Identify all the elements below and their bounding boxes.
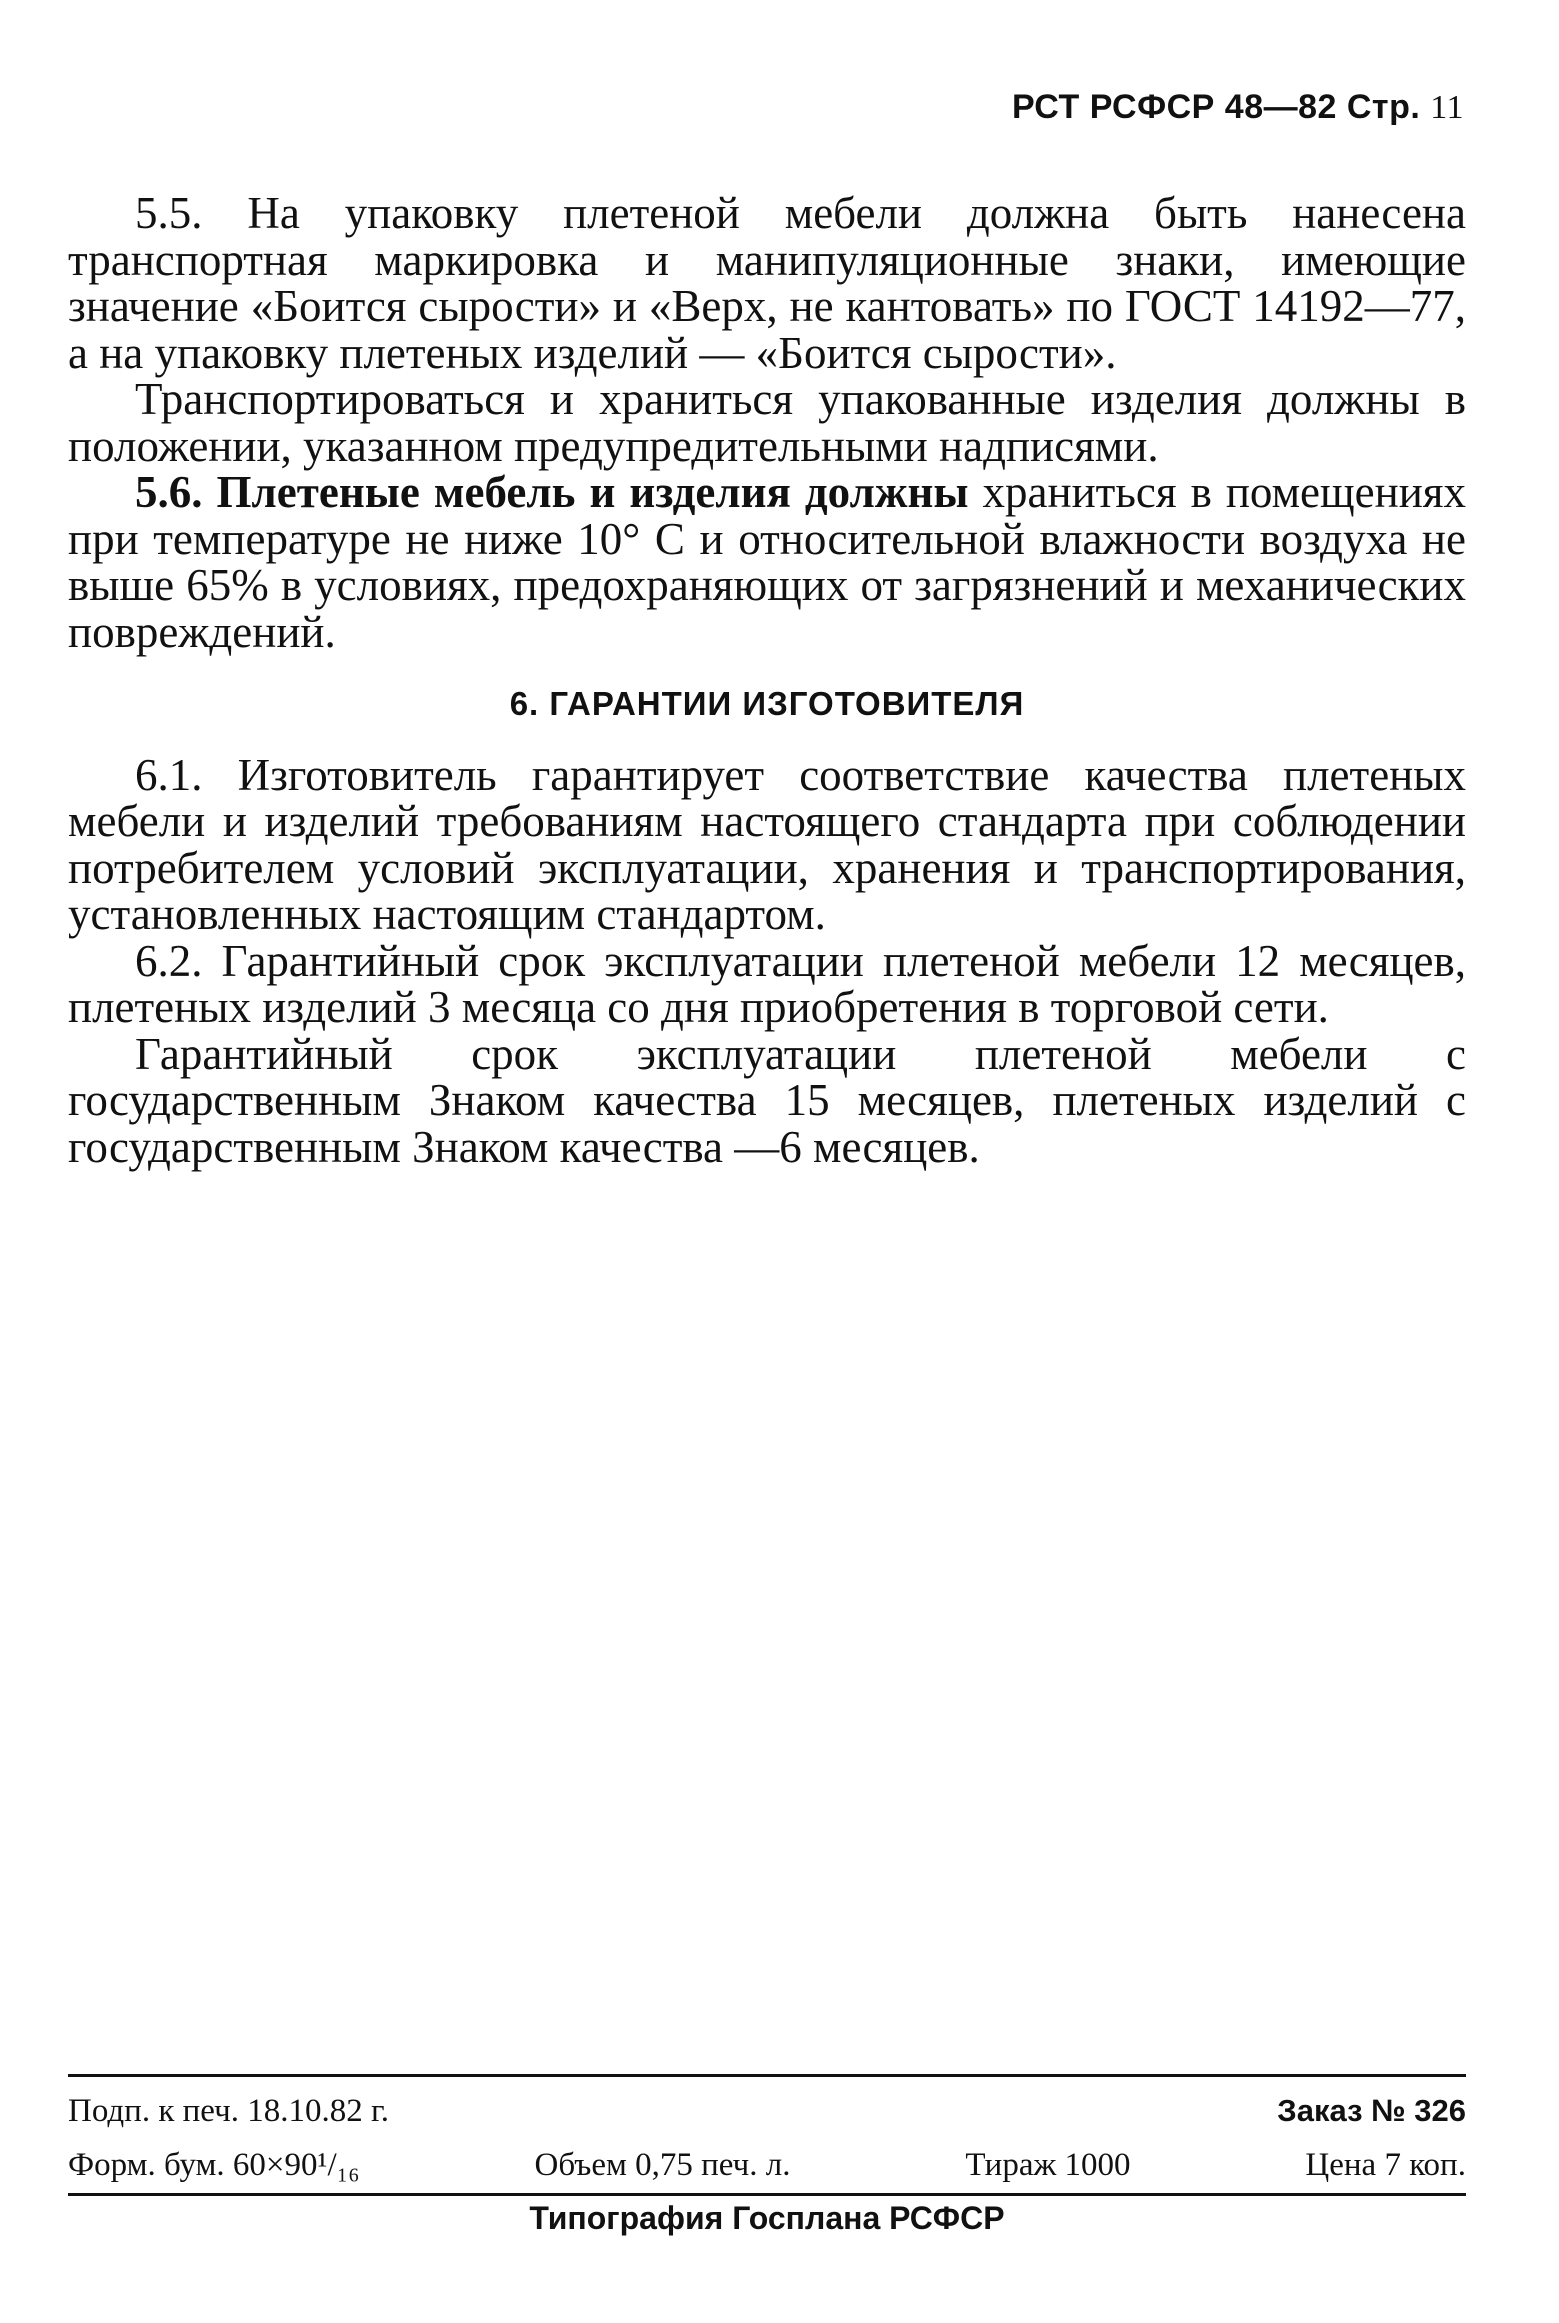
paragraph-5-5: 5.5. На упаковку плетеной мебели должна быть нанесена транспортная маркировка и манипуляционные знаки, имеющие значение «Боится сырости» и «Верх, не кантовать» по ГОСТ 14192—77, а на упаковку плетеных изделий — «Боится сырости». (68, 188, 1466, 378)
paragraph-5-6 (68, 469, 1466, 655)
running-head (1012, 88, 1464, 127)
paragraph-6-1: 6.1. Изготовитель гарантирует соответствие качества плетеных мебели и изделий требованиям настоящего стандарта при соблюдении потребителем условий эксплуатации, хранения и транспортирования, установленных настоящим стандартом. (68, 749, 1466, 939)
paragraph-6-2: 6.2. Гарантийный срок эксплуатации плетеной мебели 12 месяцев, плетеных изделий 3 месяца со дня приобретения в торговой сети. (68, 935, 1466, 1032)
imprint-order: Заказ № 326 (1277, 2093, 1466, 2128)
paragraph-5-5-cont: Транспортироваться и храниться упакованные изделия должны в положении, указанном предупредительными надписями. (68, 374, 1466, 471)
page-number: 11 (1430, 89, 1464, 126)
imprint-print-run: Тираж 1000 (965, 2147, 1131, 2183)
paragraph-6-2-cont: Гарантийный срок эксплуатации плетеной мебели с государственным Знаком качества 15 месяцев, плетеных изделий с государственным Знаком качества —6 месяцев. (68, 1028, 1466, 1172)
running-head-title: РСТ РСФСР 48—82 Стр. (1011, 88, 1421, 126)
imprint-printer: Типография Госплана РСФСР (529, 2200, 1005, 2236)
main-text (68, 190, 1466, 1170)
section-heading: 6. ГАРАНТИИ ИЗГОТОВИТЕЛЯ (509, 685, 1025, 722)
imprint-row-1 (68, 2089, 1466, 2133)
imprint-price: Цена 7 коп. (1305, 2147, 1466, 2183)
imprint-row-2 (68, 2143, 1466, 2187)
imprint-format: Форм. бум. 60×90¹/₁₆ (68, 2147, 360, 2183)
imprint-volume: Объем 0,75 печ. л. (534, 2147, 791, 2183)
imprint-bottom-rule (68, 2193, 1466, 2196)
paragraph-5-6-lead: 5.6. Плетеные мебель и изделия должны (135, 467, 969, 517)
imprint-block (68, 2074, 1466, 2238)
imprint-top-rule (68, 2074, 1466, 2077)
paragraph-5-6-rest: храниться в помещениях при температуре не ниже 10° С и относительной влажности воздуха не выше 65% в условиях, предохраняющих от загрязнений и механических повреждений. (68, 467, 1467, 657)
imprint-signed: Подп. к печ. 18.10.82 г. (68, 2093, 390, 2129)
